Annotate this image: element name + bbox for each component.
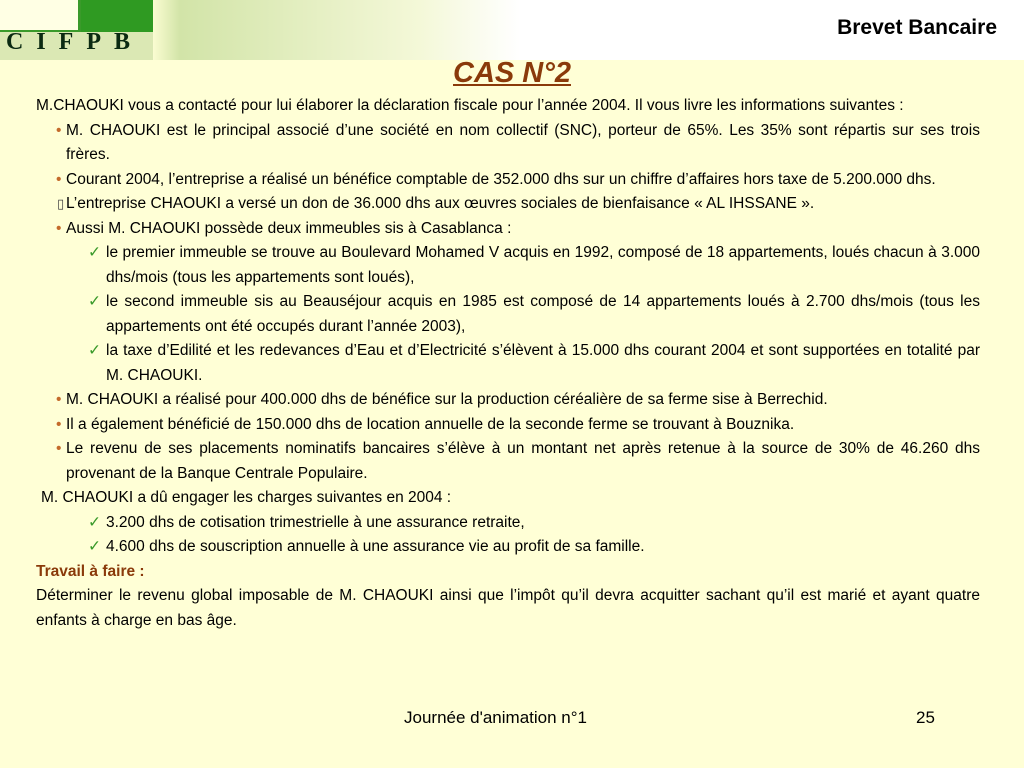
list-item-text: Le revenu de ses placements nominatifs bancaires s’élève à un montant net après retenue à la source de 30% de 46.260 dhs provenant de la Banque Centrale Populaire.	[66, 440, 980, 482]
travail-paragraph: Déterminer le revenu global imposable de M. CHAOUKI ainsi que l’impôt qu’il devra acquitter sachant qu’il est marié et ayant quatre enfants à charge en bas âge.	[36, 587, 980, 629]
logo	[0, 0, 153, 60]
logo-text: CIFPB	[6, 29, 143, 55]
bullet-dot-icon: •	[56, 219, 62, 237]
charges-intro: M. CHAOUKI a dû engager les charges suivantes en 2004 :	[41, 489, 452, 506]
checkmark-icon: ✓	[88, 342, 101, 359]
page-number: 25	[916, 708, 935, 727]
list-item-text: M. CHAOUKI a réalisé pour 400.000 dhs de bénéfice sur la production céréalière de sa ferme sise à Berrechid.	[66, 391, 828, 408]
intro-paragraph: M.CHAOUKI vous a contacté pour lui élaborer la déclaration fiscale pour l’année 2004. Il vous livre les informations suivantes :	[36, 97, 904, 114]
list-item-text: Il a également bénéficié de 150.000 dhs de location annuelle de la seconde ferme se trouvant à Bouznika.	[66, 415, 795, 433]
checkmark-icon: ✓	[88, 538, 101, 555]
footer-label: Journée d'animation n°1	[404, 708, 587, 727]
sub-list-item-text: le second immeuble sis au Beauséjour acquis en 1985 est composé de 14 appartements loués à 2.700 dhs/mois (tous les appartements ont été occupés durant l’année 2003),	[106, 293, 980, 335]
list-item	[36, 192, 980, 217]
checkmark-icon: ✓	[88, 244, 101, 261]
sub-list-item-text: la taxe d’Edilité et les redevances d’Eau et d’Electricité s’élèvent à 15.000 dhs courant 2004 et sont supportées en totalité par M. CHAOUKI.	[106, 342, 980, 384]
sub-list-item	[36, 511, 980, 536]
list-item	[36, 168, 980, 193]
list-item	[36, 217, 980, 242]
slide-content	[36, 94, 980, 633]
list-item	[36, 388, 980, 413]
square-bullet-icon: ▯	[57, 196, 65, 211]
list-item	[36, 119, 980, 168]
sub-list-item	[36, 241, 980, 290]
sub-list-item	[36, 339, 980, 388]
sub-list-item-text: 4.600 dhs de souscription annuelle à une assurance vie au profit de sa famille.	[106, 538, 645, 555]
list-item-text: M. CHAOUKI est le principal associé d’une société en nom collectif (SNC), porteur de 65%. Les 35% sont répartis sur ses trois frères.	[66, 121, 980, 163]
brand-title: Brevet Bancaire	[837, 16, 997, 39]
checkmark-icon: ✓	[88, 513, 101, 531]
list-item	[36, 437, 980, 486]
logo-green-bar	[81, 0, 153, 32]
list-item-text: Courant 2004, l’entreprise a réalisé un bénéfice comptable de 352.000 dhs sur un chiffre d’affaires hors taxe de 5.200.000 dhs.	[66, 170, 936, 188]
bullet-dot-icon: •	[56, 415, 62, 433]
list-item	[36, 413, 980, 438]
header-band	[0, 0, 1024, 60]
sub-list-item-text: le premier immeuble se trouve au Boulevard Mohamed V acquis en 1992, composé de 18 appartements, loués chacun à 3.000 dhs/mois (tous les appartements sont loués),	[106, 244, 980, 286]
list-item-text: L’entreprise CHAOUKI a versé un don de 36.000 dhs aux œuvres sociales de bienfaisance « AL IHSSANE ».	[66, 195, 815, 212]
sub-list-item	[36, 535, 980, 560]
bullet-dot-icon: •	[56, 170, 62, 188]
sub-list-item	[36, 290, 980, 339]
checkmark-icon: ✓	[88, 293, 101, 310]
logo-top-panel	[0, 0, 81, 32]
bullet-dot-icon: •	[56, 440, 62, 457]
travail-heading: Travail à faire :	[36, 562, 145, 580]
page-title: CAS N°2	[453, 57, 571, 89]
bullet-dot-icon: •	[56, 121, 62, 139]
list-item-text: Aussi M. CHAOUKI possède deux immeubles sis à Casablanca :	[66, 219, 512, 237]
sub-list-item-text: 3.200 dhs de cotisation trimestrielle à une assurance retraite,	[106, 513, 525, 531]
bullet-dot-icon: •	[56, 391, 62, 408]
